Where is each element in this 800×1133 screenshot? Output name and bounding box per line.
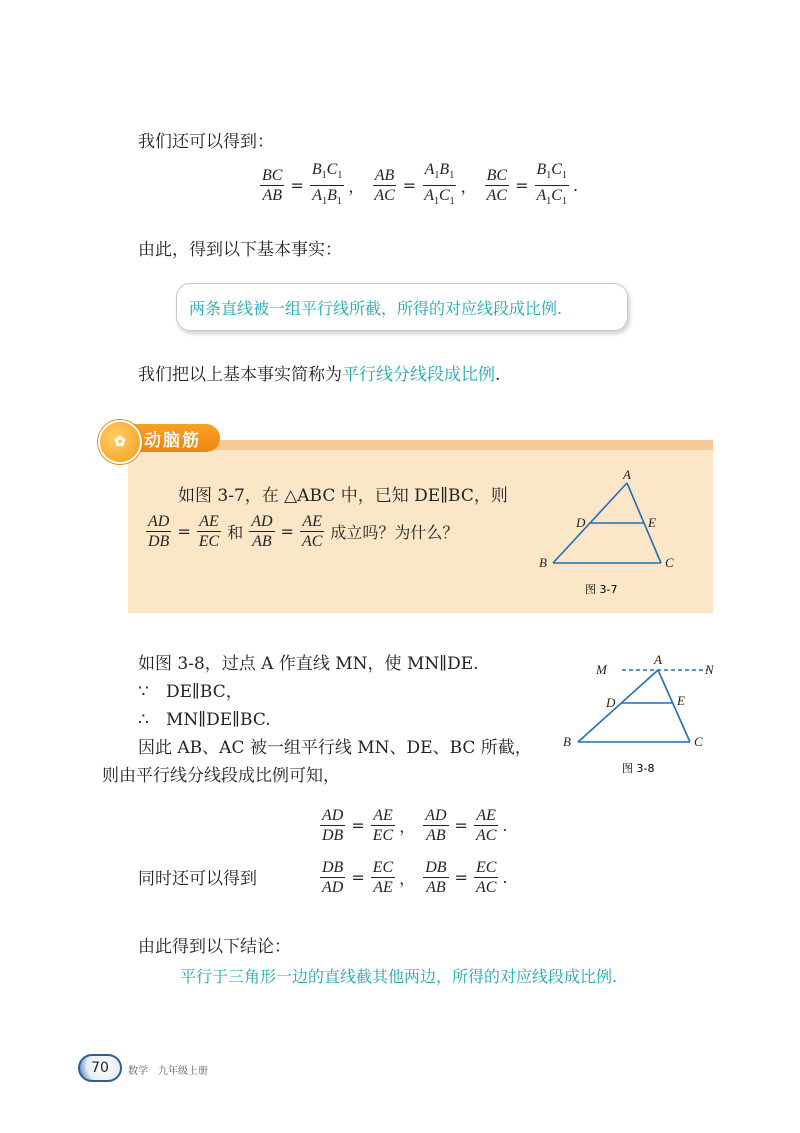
comma: ，	[460, 177, 477, 197]
think-question-line2	[144, 512, 458, 551]
summary-highlight: 平行线分线段成比例	[342, 365, 495, 385]
denominator: $A_1B_1$	[312, 187, 342, 208]
numerator: EC	[372, 859, 394, 876]
numerator: AB	[374, 167, 395, 185]
denominator: AC	[374, 187, 395, 205]
equals-sign: =	[351, 816, 365, 835]
label-b: B	[563, 734, 571, 749]
label-e: E	[648, 515, 656, 530]
proof-line5: 则由平行线分线段成比例可知，	[102, 766, 340, 786]
conclusion-intro: 由此得到以下结论：	[138, 937, 291, 957]
equation-row-2	[318, 806, 513, 845]
fraction	[371, 858, 395, 897]
book-title: 数学 九年级上册	[128, 1066, 208, 1077]
equals-sign: =	[351, 868, 365, 887]
label-a: A	[623, 467, 631, 482]
also-text: 同时还可以得到	[138, 869, 257, 889]
denominator: AC	[486, 187, 508, 205]
fraction	[371, 806, 395, 845]
denominator: $A_1C_1$	[536, 187, 567, 208]
numerator: AE	[302, 513, 322, 530]
fraction	[423, 806, 448, 845]
figure-3-8-caption: 图 3-8	[622, 762, 655, 775]
proof-line3	[138, 708, 271, 732]
denominator: EC	[372, 827, 394, 844]
think-badge-icon: ✿	[98, 420, 142, 464]
denominator: AE	[373, 879, 393, 896]
denominator: AD	[322, 879, 344, 896]
page-number: 70	[78, 1054, 122, 1082]
fraction	[320, 858, 345, 897]
think-tail: 成立吗？为什么？	[330, 523, 459, 542]
summary-prefix: 我们把以上基本事实简称为	[138, 365, 342, 385]
numerator: DB	[425, 859, 447, 876]
equation-row-1	[258, 160, 584, 211]
denominator: AB	[262, 187, 282, 205]
fraction	[474, 806, 498, 845]
denominator: AB	[252, 533, 272, 550]
fraction	[535, 160, 569, 211]
denominator: DB	[322, 827, 344, 844]
fraction	[146, 512, 171, 551]
fraction	[300, 512, 324, 551]
therefore-symbol: ∴	[138, 710, 149, 730]
numerator: AD	[251, 513, 273, 530]
fraction	[320, 806, 345, 845]
label-n: N	[705, 662, 714, 677]
intro-text: 我们还可以得到：	[138, 132, 274, 152]
period: .	[502, 868, 508, 887]
summary-text	[138, 363, 500, 387]
denominator: EC	[198, 533, 220, 550]
denominator: AB	[426, 827, 446, 844]
label-d: D	[576, 515, 586, 530]
numerator: BC	[262, 167, 283, 185]
label-e: E	[677, 693, 685, 708]
numerator: $B_1C_1$	[535, 160, 569, 186]
denominator: AC	[475, 879, 497, 896]
equals-sign: =	[402, 176, 417, 196]
label-d: D	[606, 695, 616, 710]
equals-sign: =	[177, 522, 191, 541]
equals-sign: =	[515, 176, 529, 196]
comma: ，	[399, 869, 416, 888]
numerator: AD	[322, 807, 344, 824]
numerator: AD	[425, 807, 447, 824]
equals-sign: =	[280, 522, 294, 541]
side-ac	[658, 670, 690, 742]
numerator: BC	[486, 167, 508, 185]
figure-3-7-caption: 图 3-7	[585, 583, 618, 596]
numerator: $B_1C_1$	[310, 160, 344, 186]
equals-sign: =	[290, 176, 304, 196]
numerator: AD	[148, 513, 170, 530]
fraction	[474, 858, 498, 897]
denominator: DB	[148, 533, 170, 550]
fraction	[422, 160, 456, 211]
proof-line2	[138, 680, 243, 704]
denominator: AC	[475, 827, 497, 844]
fraction	[485, 166, 509, 205]
basic-fact-box	[176, 283, 628, 331]
period: .	[572, 176, 579, 196]
fraction	[310, 160, 344, 211]
fraction	[260, 166, 284, 205]
proof-line1: 如图 3-8，过点 A 作直线 MN，使 MN∥DE.	[138, 654, 479, 674]
label-c: C	[665, 555, 674, 570]
denominator: $A_1C_1$	[424, 187, 455, 208]
fraction	[372, 166, 396, 205]
and-text: 和	[227, 523, 244, 542]
derive-text: 由此，得到以下基本事实：	[138, 240, 342, 260]
fraction	[249, 512, 274, 551]
proof-line3-text: MN∥DE∥BC.	[166, 710, 271, 730]
figure-3-8	[558, 650, 728, 780]
comma: ，	[348, 177, 365, 197]
fraction	[423, 858, 448, 897]
numerator: $A_1B_1$	[423, 160, 457, 186]
numerator: DB	[322, 859, 344, 876]
side-ab	[578, 670, 658, 742]
numerator: EC	[475, 859, 497, 876]
fraction	[197, 512, 221, 551]
equals-sign: =	[454, 816, 468, 835]
comma: ，	[399, 817, 416, 836]
numerator: AE	[373, 807, 393, 824]
period: .	[502, 816, 508, 835]
numerator: AE	[476, 807, 496, 824]
basic-fact-text: 两条直线被一组平行线所截，所得的对应线段成比例.	[189, 298, 563, 318]
proof-line2-text: DE∥BC，	[166, 682, 243, 702]
summary-suffix: .	[495, 365, 501, 385]
equation-row-3	[318, 858, 513, 897]
figure-3-7	[535, 465, 685, 605]
label-c: C	[694, 734, 703, 749]
numerator: AE	[199, 513, 219, 530]
conclusion-text: 平行于三角形一边的直线截其他两边，所得的对应线段成比例.	[180, 967, 618, 986]
denominator: AB	[426, 879, 446, 896]
label-b: B	[539, 555, 547, 570]
think-question-line1: 如图 3-7，在 △ABC 中，已知 DE∥BC，则	[178, 486, 508, 506]
proof-line4: 因此 AB、AC 被一组平行线 MN、DE、BC 所截，	[138, 738, 532, 758]
because-symbol: ∵	[138, 682, 149, 702]
equals-sign: =	[454, 868, 468, 887]
label-a: A	[654, 652, 662, 667]
denominator: AC	[301, 533, 323, 550]
think-badge-label: 动脑筋	[128, 424, 220, 452]
label-m: M	[596, 662, 607, 677]
